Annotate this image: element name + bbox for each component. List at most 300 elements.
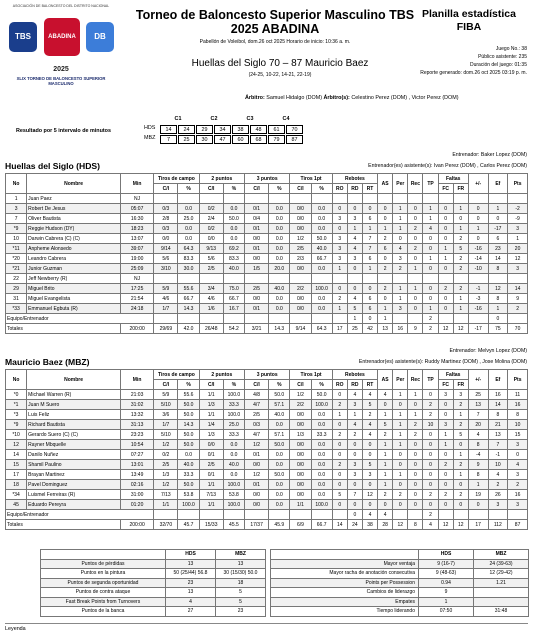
col-fg: Tiros de campo: [154, 370, 199, 380]
stat-cell: [199, 314, 223, 324]
stat-cell: 1: [393, 224, 408, 234]
col-rec: Rec: [408, 174, 423, 194]
col-sub-pct: %: [311, 380, 332, 390]
col-reb: Rebotes: [332, 370, 377, 380]
stat-cell: 12: [508, 254, 528, 264]
stat-cell: 53.8: [223, 490, 244, 500]
stat-cell: 0: [408, 440, 423, 450]
stat-cell: 3: [508, 224, 528, 234]
stat-cell: 17: [332, 324, 347, 334]
stat-cell: 31:00: [120, 490, 153, 500]
stat-cell: [311, 274, 332, 284]
stat-cell: 5: [332, 490, 347, 500]
stat-cell: 0/1: [245, 224, 269, 234]
summary-label: Mayor ventaja: [271, 559, 419, 569]
stat-cell: 0: [393, 500, 408, 510]
stat-cell: 4/7: [245, 400, 269, 410]
stat-cell: 55.6: [178, 390, 199, 400]
col-sub-rd: RD: [347, 184, 362, 194]
stat-cell: 5: [378, 420, 393, 430]
col-no: No: [6, 370, 27, 390]
stat-cell: 4: [423, 224, 438, 234]
stat-cell: 0: [393, 460, 408, 470]
stat-cell: 3: [508, 500, 528, 510]
home-coach: Entrenador: Baker Lopez (DOM): [452, 152, 527, 158]
player-number: 45: [6, 500, 27, 510]
stat-cell: [154, 510, 178, 520]
stat-cell: 54.2: [223, 324, 244, 334]
stat-cell: 3: [362, 470, 377, 480]
table-row: [6, 214, 528, 224]
summary-header: HDS: [166, 550, 216, 560]
stat-cell: 13: [378, 324, 393, 334]
col-sub-ro: RO: [332, 380, 347, 390]
stat-cell: 0: [423, 460, 438, 470]
stat-cell: 5: [362, 400, 377, 410]
stat-cell: 2: [378, 234, 393, 244]
stat-cell: 0: [393, 450, 408, 460]
stat-cell: 0: [332, 204, 347, 214]
col-sub-rt: RT: [362, 380, 377, 390]
stat-cell: 2/2: [290, 284, 311, 294]
home-team-title: Huellas del Siglo (HDS): [5, 161, 101, 171]
stat-cell: 0: [393, 234, 408, 244]
stat-cell: 2: [362, 410, 377, 420]
stat-cell: 2: [378, 264, 393, 274]
stat-cell: 0/0: [290, 224, 311, 234]
stat-cell: 0: [408, 294, 423, 304]
player-name: Miguel Brito: [27, 284, 121, 294]
stat-cell: 2: [488, 480, 508, 490]
stat-cell: 12: [393, 520, 408, 530]
summary-label: Mayor racha de anotación consecutiva: [271, 569, 419, 579]
stat-cell: 19:00: [120, 254, 153, 264]
player-number: 22: [6, 274, 27, 284]
table-row: [6, 470, 528, 480]
stat-cell: 10: [423, 420, 438, 430]
stat-cell: 21:54: [120, 294, 153, 304]
stat-cell: 6: [488, 234, 508, 244]
stat-cell: 0.0: [311, 460, 332, 470]
stat-cell: 16: [508, 400, 528, 410]
stat-cell: 0: [468, 214, 488, 224]
player-number: *1: [6, 400, 27, 410]
stat-cell: 0: [423, 234, 438, 244]
stat-cell: 0.0: [311, 304, 332, 314]
stat-cell: 2: [332, 400, 347, 410]
stat-cell: 3: [347, 214, 362, 224]
stat-cell: 0/0: [290, 470, 311, 480]
col-as: AS: [378, 370, 393, 390]
player-number: *34: [6, 490, 27, 500]
stat-cell: 0: [393, 480, 408, 490]
stat-cell: 0/0: [199, 234, 223, 244]
stat-cell: 75.0: [223, 284, 244, 294]
referees-names: Celestino Perez (DOM) , Victor Perez (DOM): [351, 95, 459, 101]
stat-cell: 0.0: [311, 420, 332, 430]
table-row: [6, 400, 528, 410]
stat-cell: 0: [347, 480, 362, 490]
quarter-header: C4: [282, 116, 290, 122]
stat-cell: 8: [508, 410, 528, 420]
stat-cell: 50.0: [311, 390, 332, 400]
stat-cell: 0: [438, 294, 453, 304]
stat-cell: [488, 510, 508, 520]
interval-cell: 61: [268, 125, 285, 134]
interval-label: Resultado por 5 intervalo de minutos: [16, 128, 111, 134]
stat-cell: 0: [468, 234, 488, 244]
stat-cell: [453, 510, 468, 520]
quarter-header: C3: [246, 116, 254, 122]
table-row: [6, 204, 528, 214]
stat-cell: 16: [508, 490, 528, 500]
stat-cell: 0: [438, 480, 453, 490]
stat-cell: [311, 314, 332, 324]
stat-cell: [438, 194, 453, 204]
stat-cell: 2: [423, 410, 438, 420]
summary-value: 18: [216, 578, 266, 588]
stat-cell: 13: [468, 400, 488, 410]
stat-cell: 0: [488, 314, 508, 324]
stat-cell: [378, 194, 393, 204]
stat-cell: 10: [488, 460, 508, 470]
summary-row: [41, 569, 266, 579]
player-number: 12: [6, 440, 27, 450]
stat-cell: [269, 510, 290, 520]
stat-cell: 50.0: [223, 214, 244, 224]
stat-cell: 0: [347, 500, 362, 510]
score-line: Huellas del Siglo 70 – 87 Mauricio Baez: [191, 58, 369, 69]
stat-cell: -10: [468, 264, 488, 274]
stat-cell: 13:07: [120, 234, 153, 244]
stat-cell: 2: [423, 490, 438, 500]
stat-cell: 7: [488, 440, 508, 450]
stat-cell: 0: [423, 264, 438, 274]
stat-cell: 1: [488, 304, 508, 314]
stat-cell: 7/13: [154, 490, 178, 500]
player-number: *33: [6, 304, 27, 314]
stat-cell: 2: [408, 244, 423, 254]
stat-cell: 4: [393, 244, 408, 254]
stat-cell: [178, 314, 199, 324]
stat-cell: 0: [468, 204, 488, 214]
stat-cell: 1: [423, 214, 438, 224]
planilla-line-1: Planilla estadística: [422, 8, 516, 20]
stat-cell: 2: [378, 284, 393, 294]
stat-cell: 1/7: [154, 304, 178, 314]
planilla-line-2: FIBA: [456, 21, 482, 33]
table-row: [6, 410, 528, 420]
stat-cell: 13:32: [120, 410, 153, 420]
stat-cell: 1: [488, 204, 508, 214]
stat-cell: 14: [488, 254, 508, 264]
stat-cell: 3: [488, 500, 508, 510]
stat-cell: 0: [362, 284, 377, 294]
stat-cell: 3: [393, 254, 408, 264]
col-sub-fc: FC: [438, 184, 453, 194]
stat-cell: 57.1: [269, 430, 290, 440]
stat-cell: [290, 314, 311, 324]
stat-cell: 1: [378, 470, 393, 480]
stat-cell: 9: [408, 324, 423, 334]
stat-cell: 2/5: [245, 410, 269, 420]
stat-cell: 0: [332, 420, 347, 430]
stat-cell: 0/0: [290, 440, 311, 450]
stat-cell: 25.0: [223, 420, 244, 430]
col-sub-ci: C/I: [199, 380, 223, 390]
summary-label: Points per Possession: [271, 578, 419, 588]
stat-cell: [223, 510, 244, 520]
stat-cell: [332, 274, 347, 284]
player-number: 18: [6, 480, 27, 490]
stat-cell: 2: [453, 234, 468, 244]
stat-cell: 2: [408, 430, 423, 440]
stat-cell: 0: [438, 470, 453, 480]
stat-cell: 8: [488, 264, 508, 274]
stat-cell: 1: [393, 440, 408, 450]
col-sub-fc: FC: [438, 380, 453, 390]
stat-cell: 40.0: [223, 460, 244, 470]
stat-cell: 0/1: [245, 480, 269, 490]
player-number: *0: [6, 390, 27, 400]
totals-label: Totales: [6, 520, 121, 530]
stat-cell: 18:23: [120, 224, 153, 234]
summary-value: 4: [166, 597, 216, 607]
stat-cell: 2: [453, 284, 468, 294]
stat-cell: -16: [468, 304, 488, 314]
stat-cell: 0: [332, 284, 347, 294]
stat-cell: 1: [393, 420, 408, 430]
col-pm: +/-: [468, 174, 488, 194]
stat-cell: 2: [453, 400, 468, 410]
stat-cell: [332, 314, 347, 324]
stat-cell: 25.0: [178, 214, 199, 224]
stat-cell: 0: [408, 500, 423, 510]
stat-cell: 1: [438, 244, 453, 254]
stat-cell: 69.2: [223, 244, 244, 254]
stat-cell: 0: [332, 224, 347, 234]
stat-cell: 75: [488, 324, 508, 334]
stat-cell: 0.0: [311, 264, 332, 274]
col-ft: Tiros 1pt: [290, 174, 332, 184]
stat-cell: 5/6: [199, 254, 223, 264]
stat-cell: 1/6: [199, 304, 223, 314]
stat-cell: 12: [438, 520, 453, 530]
stat-cell: 0: [378, 204, 393, 214]
stat-cell: 0: [393, 400, 408, 410]
stat-cell: 8: [468, 440, 488, 450]
stat-cell: 0: [378, 400, 393, 410]
stat-cell: 1: [378, 480, 393, 490]
stat-cell: 16:30: [120, 214, 153, 224]
stat-cell: 0: [423, 430, 438, 440]
stat-cell: 0/1: [245, 204, 269, 214]
player-name: Jeff Newberry (R): [27, 274, 121, 284]
stat-cell: 2: [423, 510, 438, 520]
logo-caption: ASOCIACIÓN DE BALONCESTO DEL DISTRITO NACIONAL: [12, 4, 110, 8]
stat-cell: 1: [393, 430, 408, 440]
summary-value: 5: [216, 597, 266, 607]
stat-cell: 1: [347, 314, 362, 324]
stat-cell: [223, 314, 244, 324]
stat-cell: 1/2: [290, 234, 311, 244]
stat-cell: 70: [508, 324, 528, 334]
stat-cell: -4: [468, 450, 488, 460]
stat-cell: 12: [438, 324, 453, 334]
stat-cell: 1: [453, 204, 468, 214]
stat-cell: 2: [332, 430, 347, 440]
stat-cell: 2/5: [199, 460, 223, 470]
col-name: Nombre: [27, 174, 121, 194]
player-number: *9: [6, 224, 27, 234]
stat-cell: 9/14: [290, 324, 311, 334]
stat-cell: [311, 194, 332, 204]
stat-cell: 6: [362, 294, 377, 304]
stat-cell: 17/37: [245, 520, 269, 530]
stat-cell: 2: [453, 264, 468, 274]
stat-cell: 3: [393, 304, 408, 314]
player-number: *3: [6, 410, 27, 420]
stat-cell: 6: [362, 214, 377, 224]
col-ef: Ef: [488, 370, 508, 390]
summary-value: 23: [216, 607, 266, 617]
stat-cell: [488, 194, 508, 204]
stat-cell: [393, 510, 408, 520]
col-sub-rt: RT: [362, 184, 377, 194]
stat-cell: 0.0: [269, 234, 290, 244]
player-number: 7: [6, 214, 27, 224]
stat-cell: 0: [362, 450, 377, 460]
stat-cell: 0.0: [311, 440, 332, 450]
stat-cell: 19: [468, 490, 488, 500]
stat-cell: 1: [438, 430, 453, 440]
stat-cell: 2: [438, 284, 453, 294]
player-name: Juan M Suero: [27, 400, 121, 410]
stat-cell: 50.0: [178, 410, 199, 420]
stat-cell: 0/0: [245, 460, 269, 470]
col-tp: TP: [423, 370, 438, 390]
stat-cell: 0.0: [178, 204, 199, 214]
stat-cell: 7: [347, 490, 362, 500]
interval-cell: 70: [286, 125, 303, 134]
stat-cell: 0.0: [269, 244, 290, 254]
stat-cell: 5: [362, 460, 377, 470]
summary-row: [41, 607, 266, 617]
stat-cell: 1: [453, 294, 468, 304]
stat-cell: 0: [332, 500, 347, 510]
stat-cell: 3: [347, 470, 362, 480]
stat-cell: [508, 510, 528, 520]
stat-cell: 6/9: [290, 520, 311, 530]
col-sub-ci: C/I: [199, 184, 223, 194]
stat-cell: 31:02: [120, 400, 153, 410]
stat-cell: 0: [408, 214, 423, 224]
stat-cell: 1/1: [154, 500, 178, 510]
stat-cell: 1: [393, 294, 408, 304]
summary-label: Cambios de liderazgo: [271, 588, 419, 598]
col-sub-pct: %: [178, 184, 199, 194]
col-ft: Tiros 1pt: [290, 370, 332, 380]
stat-cell: 45.5: [223, 520, 244, 530]
summary-value: 9: [419, 588, 474, 598]
stat-cell: 14.3: [178, 420, 199, 430]
summary-value: 9 (48-63): [419, 569, 474, 579]
stat-cell: 3: [332, 244, 347, 254]
referees-label: Árbitro(s):: [323, 95, 350, 101]
stat-cell: 5: [347, 304, 362, 314]
col-2p: 2 puntos: [199, 370, 244, 380]
stat-cell: 1/1: [199, 480, 223, 490]
stat-cell: 4: [347, 390, 362, 400]
stat-cell: 0.0: [269, 294, 290, 304]
player-name: Gerardo Suero (C) (C): [27, 430, 121, 440]
stat-cell: 15/33: [199, 520, 223, 530]
legend-divider: [5, 623, 528, 624]
summary-label: Puntos en la pintura: [41, 569, 166, 579]
stat-cell: 0/0: [290, 420, 311, 430]
stat-cell: 3: [508, 440, 528, 450]
col-rec: Rec: [408, 370, 423, 390]
stat-cell: 0: [347, 264, 362, 274]
title-line-1: Torneo de Baloncesto Superior Masculino TBS: [135, 8, 415, 22]
stat-cell: 4/6: [154, 294, 178, 304]
stat-cell: 0/3: [154, 224, 178, 234]
stat-cell: 83.3: [178, 254, 199, 264]
stat-cell: 12: [488, 284, 508, 294]
stat-cell: 1: [378, 410, 393, 420]
stat-cell: [423, 194, 438, 204]
stat-cell: 0.0: [269, 224, 290, 234]
meta-duration: Duración del juego: 01:35: [470, 62, 527, 68]
stat-cell: 0/0: [245, 490, 269, 500]
interval-cell: 47: [214, 135, 231, 144]
stat-cell: [488, 274, 508, 284]
summary-value: 1: [419, 597, 474, 607]
stat-cell: 1: [378, 224, 393, 234]
stat-cell: 4: [347, 244, 362, 254]
summary-left: [40, 549, 266, 617]
stat-cell: 4: [347, 294, 362, 304]
stat-cell: 64.3: [311, 324, 332, 334]
stat-cell: [199, 510, 223, 520]
stat-cell: 2/5: [290, 244, 311, 254]
stat-cell: 1/3: [290, 430, 311, 440]
stat-cell: 0: [423, 244, 438, 254]
stat-cell: 1: [393, 410, 408, 420]
stat-cell: [311, 510, 332, 520]
stat-cell: 7: [468, 410, 488, 420]
summary-value: 30 (15/30) 50.0: [216, 569, 266, 579]
stat-cell: 4: [362, 390, 377, 400]
stat-cell: 0: [423, 500, 438, 510]
stat-cell: [408, 510, 423, 520]
summary-row: [271, 578, 529, 588]
stat-cell: 0.0: [178, 450, 199, 460]
partial-scores: (24-25, 10-22, 14-21, 22-19): [248, 72, 312, 78]
player-name: Leandro Cabrera: [27, 254, 121, 264]
table-row: [6, 500, 528, 510]
table-row: [6, 264, 528, 274]
stat-cell: 0.0: [311, 204, 332, 214]
stat-cell: 1: [378, 304, 393, 314]
quarter-header: C1: [174, 116, 182, 122]
stat-cell: 0/0: [290, 294, 311, 304]
table-row: [6, 480, 528, 490]
stat-cell: 2: [508, 480, 528, 490]
col-sub-fr: FR: [453, 184, 468, 194]
player-number: 14: [6, 450, 27, 460]
stat-cell: 1: [393, 204, 408, 214]
